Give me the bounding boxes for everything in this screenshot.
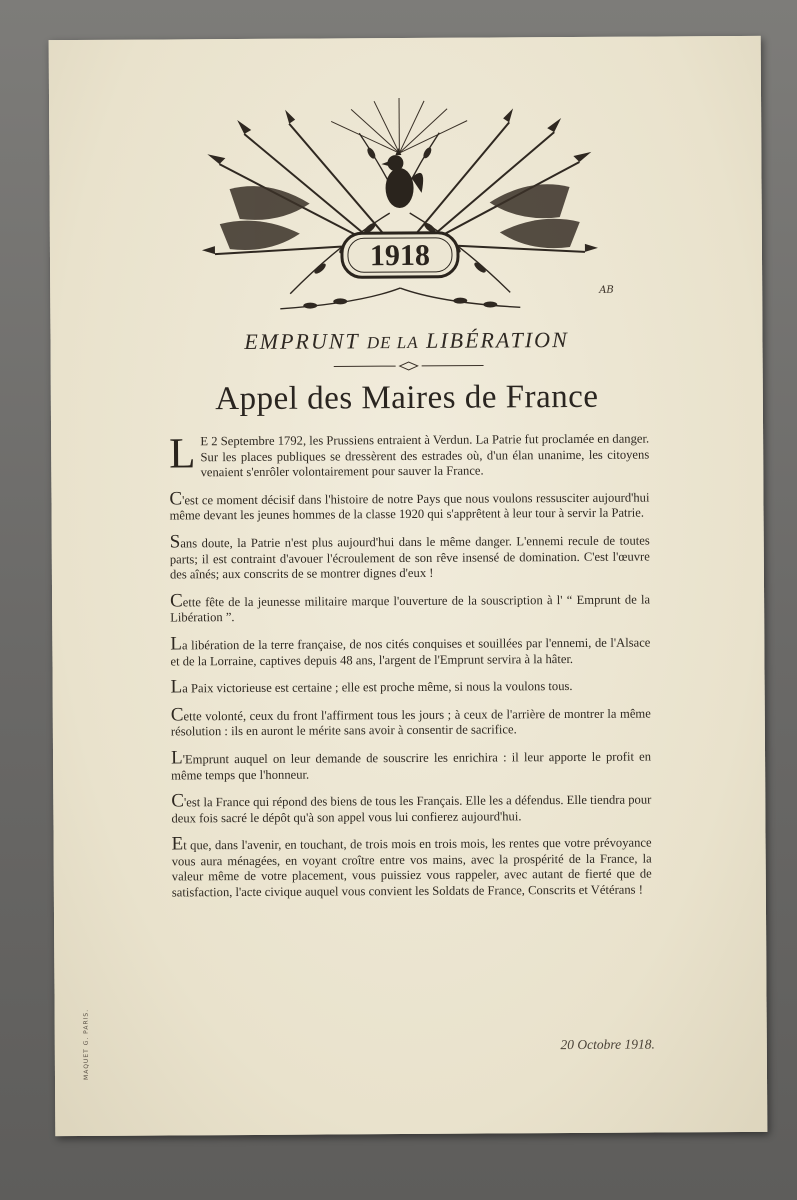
paragraph-10: Et que, dans l'avenir, en touchant, de trois mois en trois mois, les rentes que votre prévoyance vous aura ménagées, en voyant croître entre vos mains, avec la prospérité de la France, la valeur même de votre placement, vous puissiez vous rappeler, avec autant de fierté que de satisfaction, l'acte civique auquel vous convient les Soldats de France, Conscrits et Vétérans ! xyxy=(171,833,652,900)
paragraph-3: Sans doute, la Patrie n'est plus aujourd'hui dans le même danger. L'ennemi recule de toutes parts; il est contraint d'avouer l'écroulement de son rêve insensé de domination. C'est l'œuvre des aînés; aux conscrits de se montrer dignes d'eux ! xyxy=(169,531,650,582)
emprunt-word: EMPRUNT xyxy=(244,328,360,354)
sunburst-rays xyxy=(331,98,467,154)
liberation-word: LIBÉRATION xyxy=(426,327,569,353)
appeal-body xyxy=(169,432,652,914)
paragraph-4: Cette fête de la jeunesse militaire marque l'ouverture de la souscription à l' “ Emprunt de la Libération ”. xyxy=(170,590,651,625)
paragraph-5: La libération de la terre française, de nos cités conquises et souillées par l'ennemi, de l'Alsace et de la Lorraine, captives depuis 48 ans, l'argent de l'Emprunt servira à la hâter. xyxy=(170,633,651,668)
emprunt-heading xyxy=(50,326,762,356)
paragraph-9: C'est la France qui répond des biens de tous les Français. Elle les a défendus. Elle tiendra pour deux fois sacré le dépôt qu'à son appel vous lui confierez aujourd'hui. xyxy=(171,790,652,826)
de-la-words: DE LA xyxy=(366,332,419,353)
paragraph-7: Cette volonté, ceux du front l'affirment tous les jours ; à ceux de l'arrière de montrer la même résolution : ils en auront le mérite sans avoir à consentir de sacrifice. xyxy=(170,704,651,739)
poster-sheet xyxy=(49,36,768,1136)
main-title: Appel des Maires de France xyxy=(215,378,599,418)
year-label: 1918 xyxy=(369,238,431,273)
paragraph-8: L'Emprunt auquel on leur demande de souscrire les enrichira : il leur apporte le profit en même temps que l'honneur. xyxy=(170,747,652,782)
paragraph-2: C'est ce moment décisif dans l'histoire de notre Pays que nous voulons ressusciter aujourd'hui même devant les jeunes hommes de la classe 1920 qui s'apprêtent à leur tour à servir la Patrie. xyxy=(169,488,650,523)
rooster-icon xyxy=(381,148,423,208)
ornamental-rule xyxy=(334,361,484,372)
patriotic-emblem xyxy=(159,92,640,325)
printer-imprint: MAQUET G. PARIS. xyxy=(82,1008,91,1080)
paragraph-1: L E 2 Septembre 1792, les Prussiens entraient à Verdun. La Patrie fut proclamée en danger. Sur les places publiques se dressèrent des estrades où, d'un élan unanime, les citoyens venaient s'enrôler volontairement pour sauver la France. xyxy=(169,430,650,480)
paragraph-6: La Paix victorieuse est certaine ; elle est proche même, si nous la voulons tous. xyxy=(170,676,573,698)
signature-date: 20 Octobre 1918. xyxy=(560,1036,655,1053)
engraver-mark: AB xyxy=(599,284,614,296)
drop-cap: L xyxy=(169,430,196,478)
